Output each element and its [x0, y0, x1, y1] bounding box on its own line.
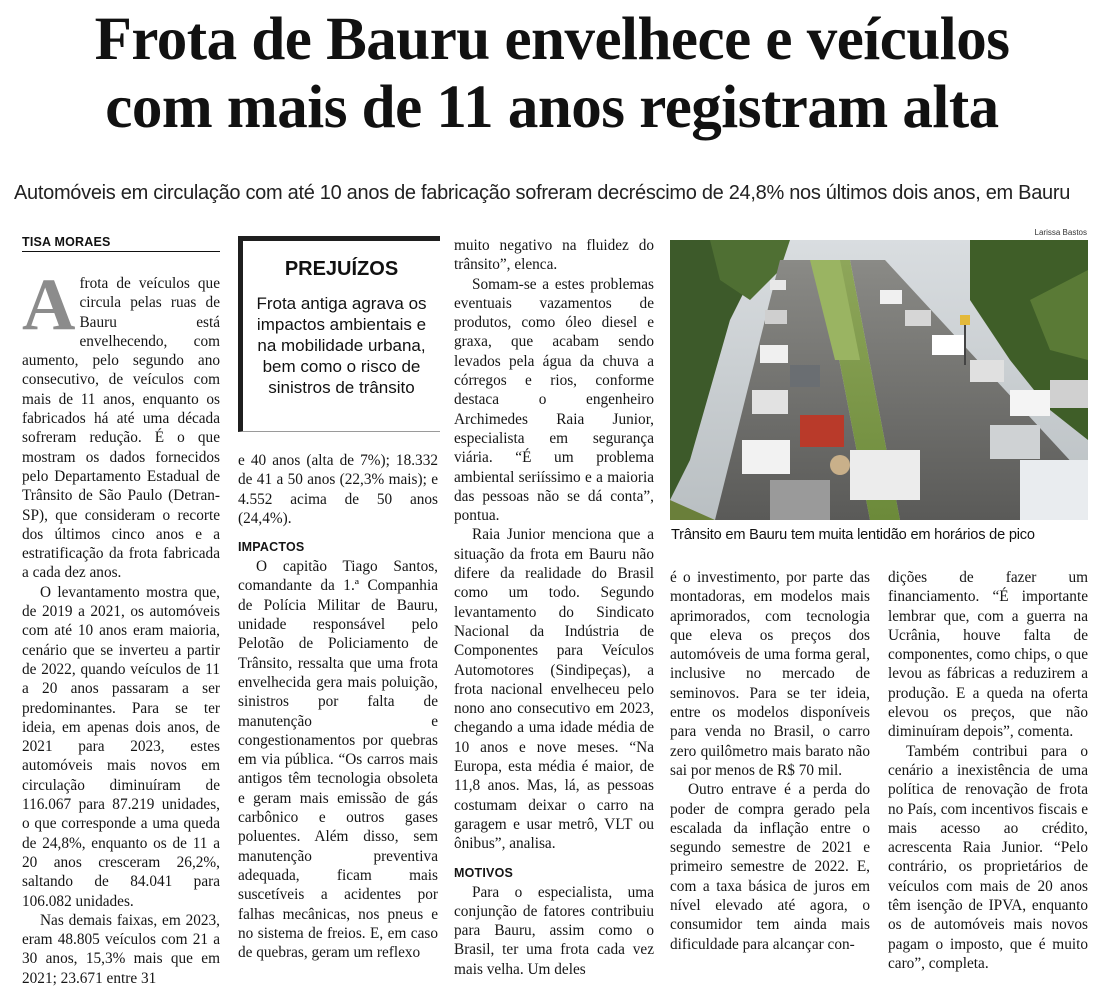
paragraph: Outro entrave é a perda do poder de compra gerado pela escalada da inflação entre o segundo semestre de 2021 e primeiro semestre de 2022. E, com a taxa básica de juros em nível elevado até agora, o consumidor tem ainda mais dificuldade para alcançar con-	[670, 781, 870, 953]
headline-line-2: com mais de 11 anos registram alta	[105, 74, 999, 141]
paragraph: Também contribui para o cenário a inexistência de uma política de renovação de frota no País, com incentivos fiscais e mais acesso ao crédito, acrescenta Raia Junior. “Pelo contrário, os proprietários de veículos com mais de 20 anos têm isenção de IPVA, enquanto os de automóveis mais novos pagam o imposto, que é muito caro”, completa.	[888, 742, 1088, 972]
paragraph: Para o especialista, uma conjunção de fatores contribuiu para Bauru, assim como o Brasil, ter uma frota cada vez mais velha. Um deles	[454, 883, 654, 978]
headline-line-1: Frota de Bauru envelhece e veículos	[94, 6, 1010, 73]
section-heading-impactos: IMPACTOS	[238, 540, 305, 555]
paragraph-intro	[22, 264, 220, 583]
column-4	[670, 568, 870, 954]
paragraph: O capitão Tiago Santos, comandante da 1.ª Companhia de Polícia Militar de Bauru, unidade responsável pelo Pelotão de Policiamento de Trânsito, ressalta que uma frota envelhecida gera mais poluição, sinistros por falta de manutenção e congestionamentos por quebras em via pública. “Os carros mais antigos têm tecnologia obsoleta e geram mais emissão de gás carbônico e outros gases poluentes. Além disso, sem manutenção preventiva adequada, ficam mais suscetíveis a acidentes por falhas mecânicas, nos pneus e no sistema de freios. E, em caso de quebras, geram um reflexo	[238, 558, 438, 962]
paragraph: muito negativo na fluidez do trânsito”, elenca.	[454, 237, 654, 274]
column-2	[238, 451, 438, 962]
column-1	[22, 264, 220, 988]
column-5	[888, 568, 1088, 973]
paragraph: é o investimento, por parte das montadoras, em modelos mais aprimorados, com tecnologia que eleva os preços dos automóveis de uma forma geral, inclusive no mercado de seminovos. Para se ter ideia, entre os modelos disponíveis para venda no Brasil, o carro zero quilômetro mais barato não sai por menos de R$ 70 mil.	[670, 569, 870, 779]
traffic-photo	[670, 240, 1088, 520]
paragraph: dições de fazer um financiamento. “É importante lembrar que, com a guerra na Ucrânia, houve falta de componentes, como chips, o que levou as fábricas a reduzirem a produção. E a queda na oferta elevou os preços, que não diminuíram depois”, comenta.	[888, 569, 1088, 741]
paragraph: Nas demais faixas, em 2023, eram 48.805 veículos com 21 a 30 anos, 15,3% mais que em 2021; 23.671 entre 31	[22, 911, 220, 987]
sidebar-box	[238, 236, 440, 432]
paragraph: e 40 anos (alta de 7%); 18.332 de 41 a 50 anos (22,3% mais); e 4.552 acima de 50 anos (24,4%).	[238, 452, 438, 527]
paragraph: Somam-se a estes problemas eventuais vazamentos de produtos, como óleo diesel e graxa, que acabam sendo levados pela água da chuva a córregos e rios, conforme destaca o engenheiro Archimedes Raia Junior, especialista em segurança viária. “É um problema ambiental seriíssimo e a maioria das pessoas não se dá conta”, pontua.	[454, 275, 654, 525]
sidebar-title: PREJUÍZOS	[284, 258, 399, 280]
subheadline: Automóveis em circulação com até 10 anos de fabricação sofreram decréscimo de 24,8% nos últimos dois anos, em Bauru	[14, 182, 1071, 204]
sidebar-text: Frota antiga agrava os impactos ambientais e na mobilidade urbana, bem como o risco de sinistros de trânsito	[256, 294, 427, 397]
section-heading-motivos: MOTIVOS	[454, 865, 514, 880]
traffic-photo-image	[670, 240, 1088, 520]
column-3	[454, 236, 654, 979]
paragraph-intro-text: frota de veículos que circula pelas ruas de Bauru está envelhecendo, com aumento, pelo segundo ano consecutivo, de veículos com mais de 11 anos, enquanto os fabricados há até uma década sofreram redução. É o que mostram os dados fornecidos pelo Departamento Estadual de Trânsito de São Paulo (Detran-SP), que consideram o recorte dos últimos cinco anos e a estratificação da frota fabricada a cada dez anos.	[22, 275, 220, 582]
paragraph: Raia Junior menciona que a situação da frota em Bauru não difere da realidade do Brasil como um todo. Segundo levantamento do Sindicato Nacional da Indústria de Componentes para Veículos Automotores (Sindipeças), a frota nacional envelheceu pelo nono ano consecutivo em 2023, chegando a uma idade média de 10 anos e nove meses. “Na Europa, esta média é maior, de 11,8 anos. Mas, lá, as pessoas costumam deixar o carro na garagem e usar metrô, VLT ou ônibus”, analisa.	[454, 526, 654, 853]
photo-caption: Trânsito em Bauru tem muita lentidão em horários de pico	[671, 527, 1035, 543]
drop-cap: A	[22, 264, 76, 346]
paragraph: O levantamento mostra que, de 2019 a 2021, os automóveis com até 10 anos eram maioria, cenário que se inverteu a partir de 2022, quando veículos de 11 a 20 anos passaram a ser predominantes. Para se ter ideia, em apenas dois anos, de 2021 para 2023, estes automóveis mais novos em circulação diminuíram de 116.067 para 87.219 unidades, o que corresponde a uma queda de 24,8%, enquanto os de 11 a 20 anos cresceram 26,2%, saltando de 84.041 para 106.082 unidades.	[22, 583, 220, 910]
headline	[12, 6, 1092, 142]
author-byline: TISA MORAES	[22, 234, 220, 252]
photo-credit: Larissa Bastos	[1034, 228, 1087, 237]
